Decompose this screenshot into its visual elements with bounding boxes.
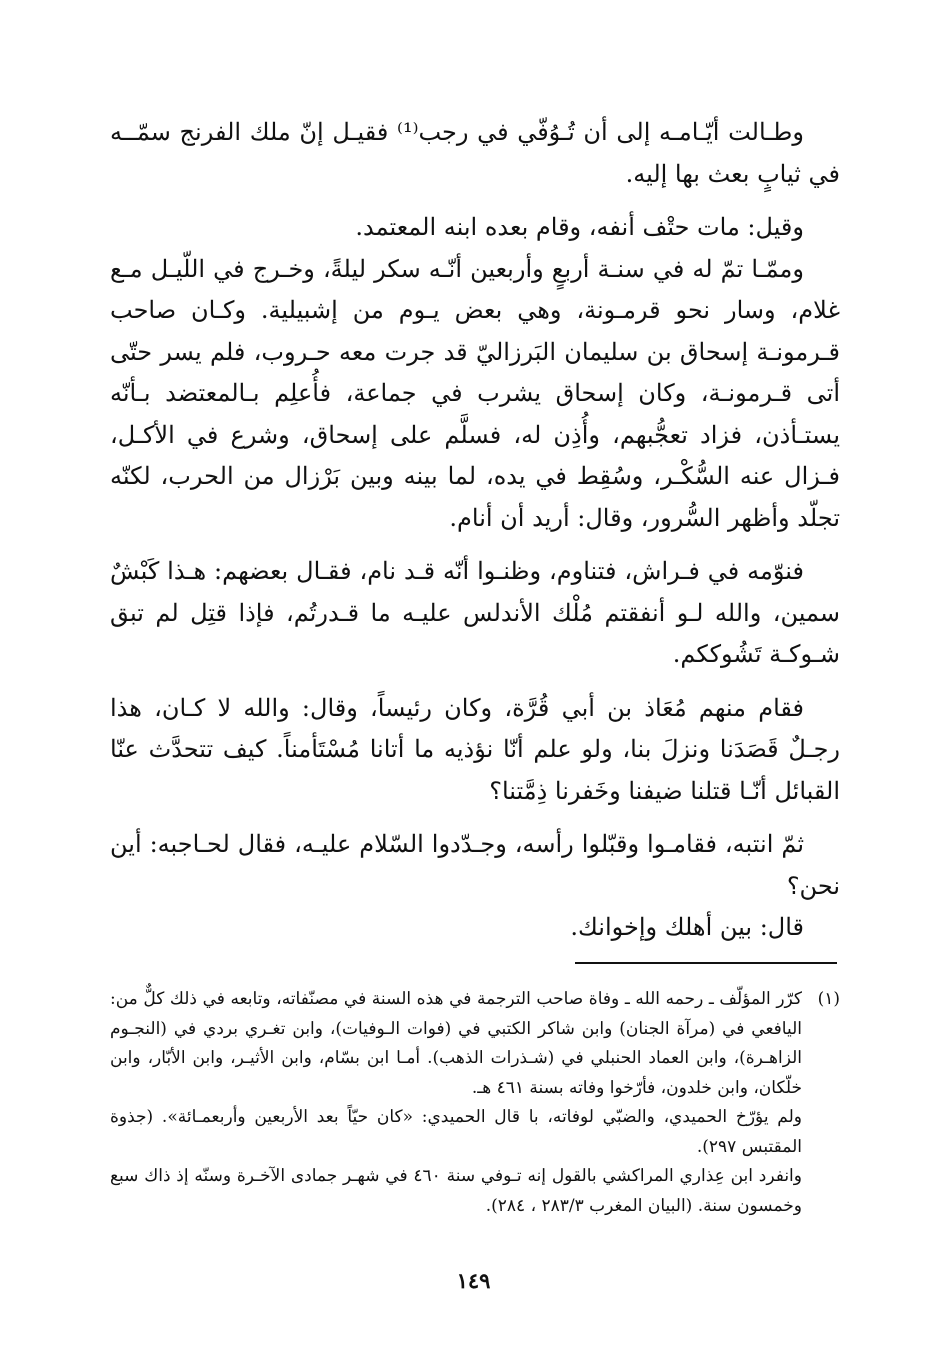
paragraph-6: ثمّ انتبه، فقامـوا وقبّلوا رأسه، وجـدّدوا السّلام عليـه، فقال لحـاجبه: أين نحن؟: [110, 830, 840, 900]
footnote-marker: (١): [817, 989, 840, 1009]
footnote-text-3: وانفرد ابن عِذاري المراكشي بالقول إنه تـوفي سنة ٤٦٠ في شهـر جمادى الآخـرة وسنّه إذ ذاك سبع وخمسون سنة. (البيان المغرب ٢٨٣/٣ ، ٢٨٤).: [110, 1166, 802, 1216]
paragraph-5: فقام منهم مُعَاذ بن أبي قُرَّة، وكان رئيساً، وقال: والله لا كـان، هذا رجـلٌ قَصَدَنا ونزلَ بنا، ولو علم أنّا نؤذيه ما أتانا مُسْتَأمناً. كيف تتحدَّث عنّا القبائل أنّـا قتلنا ضيفنا وخَفرنا ذِمَّتنا؟: [110, 693, 840, 805]
paragraph-7: قال: بين أهلك وإخوانك.: [570, 913, 804, 941]
paragraph-2: وقيل: مات حتْف أنفه، وقام بعده ابنه المعتمد.: [355, 213, 804, 241]
footnote-text-2: ولم يؤرّخ الحميدي، والضبّي لوفاته، با قال الحميدي: «كان حيّاً بعد الأربعين وأربعمـائة». (جذوة المقتبس ٢٩٧).: [110, 1107, 802, 1157]
footnote-text-1: كرّر المؤلّف ـ رحمه الله ـ وفاة صاحب الترجمة في هذه السنة في مصنّفاته، وتابعه في ذلك كلٌّ من: اليافعي في (مرآة الجنان) وابن شاكر الكتبي في (فوات الـوفيات)، وابن تغـري بردي في (النجـوم الزاهـرة)، وابن العماد الحنبلي في (شـذرات الذهب). أمـا ابن بسّام، وابن الأثيـر، وابن الأبّار، وابن خلّكان، وابن خلدون، فأرّخوا وفاته بسنة ٤٦١ هـ.: [110, 989, 802, 1098]
page-number: ١٤٩: [456, 1268, 491, 1293]
paragraph-1: وطـالت أيّـامـه إلى أن تُـوُفّي في رجب⁽¹⁾ فقيـل إنّ ملك الفرنج سمّــه في ثيابٍ بعث بها إليه.: [110, 118, 840, 188]
paragraph-4: فنوّمه في فـراش، فتناوم، وظنـوا أنّه قـد نام، فقـال بعضهم: هـذا كَبْشٌ سمين، والله لـو أنفقتم مُلْك الأندلس عليـه ما قـدرتُم، فإذا قتِل لم تبق شـوكـة تَشُوككم.: [110, 557, 840, 668]
footnote-divider: [575, 962, 837, 964]
footnotes: [110, 985, 840, 1221]
footnote-body: [110, 985, 802, 1221]
main-text-block: [110, 112, 840, 961]
paragraph-3: وممّـا تمّ له في سنـة أربعٍ وأربعين أنّـه سكر ليلةً، وخـرج في اللّيـل مـع غلام، وسار نحو قرمـونة، وهي بعض يـوم من إشبيلية. وكـان صاحب قـرمونـة إسحاق بن سليمان البَرزاليّ قد جرت معه حـروب، فلم يسر حتّى أتى قـرمونـة، وكان إسحاق يشرب في جماعة، فأُعلِم بـالمعتضد بـأنّه يستـأذن، فزاد تعجُّبهم، وأُذِن له، فسلَّم على إسحاق، وشرع في الأكـل، فـزال عنه السُّكْـر، وسُقِط في يده، لما بينه وبين بَرْزال من الحرب، لكنّه تجلّد وأظهر السُّرور، وقال: أريد أن أنام.: [110, 254, 840, 532]
footnote-1: [110, 985, 840, 1221]
